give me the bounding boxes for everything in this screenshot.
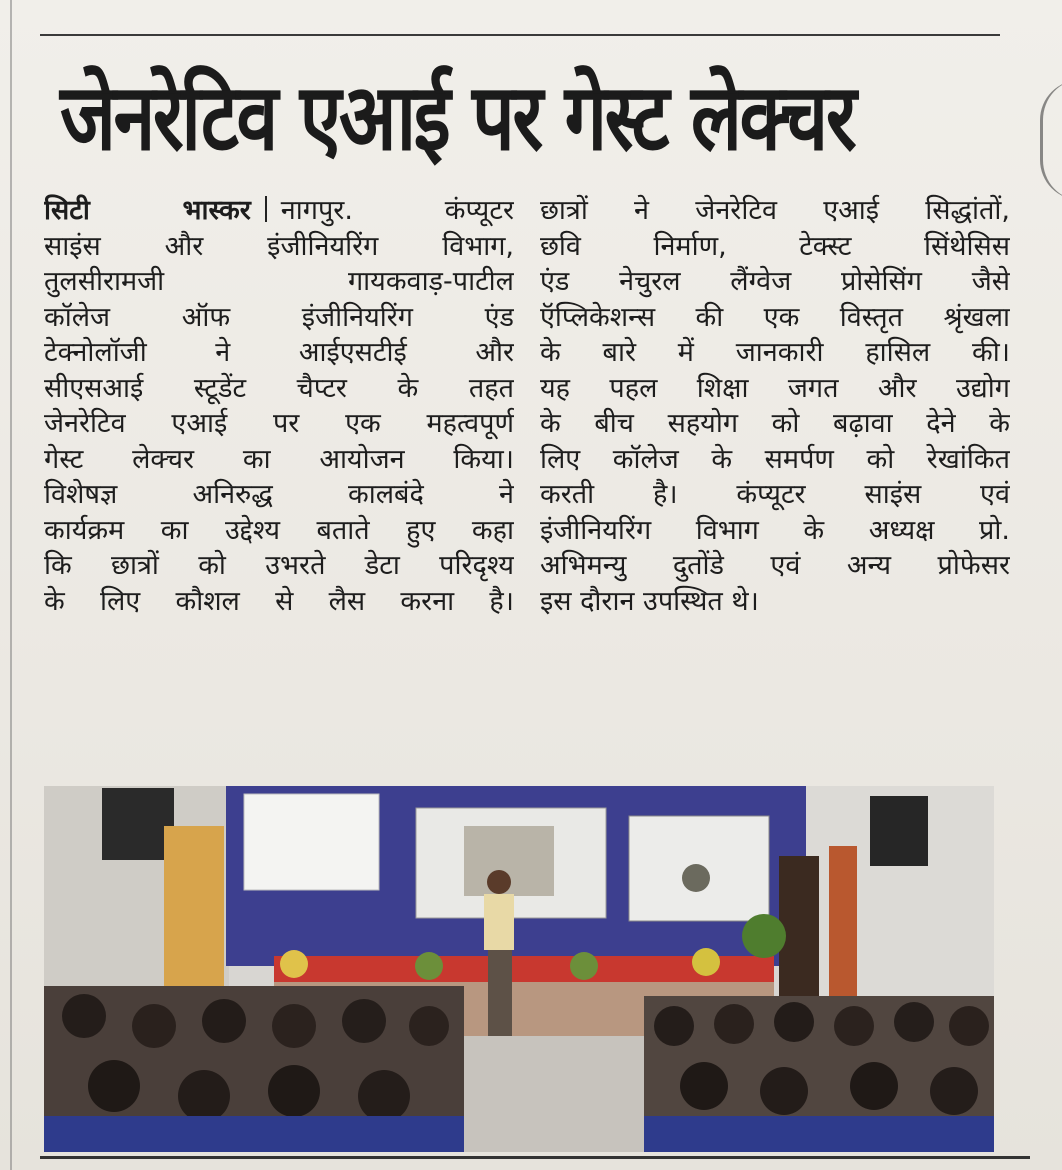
audience-head xyxy=(850,1062,898,1110)
audience-head xyxy=(88,1060,140,1112)
audience-head xyxy=(358,1070,410,1122)
text-line: लिए कॉलेज के समर्पण को रेखांकित xyxy=(540,443,1010,475)
text-line: ऍप्लिकेशन्स की एक विस्तृत श्रृंखला xyxy=(540,301,1010,333)
byline-separator xyxy=(265,196,267,222)
audience-head xyxy=(342,999,386,1043)
text-line: के बीच सहयोग को बढ़ावा देने के xyxy=(540,408,1010,439)
text-line: जेनरेटिव एआई पर एक महत्वपूर्ण xyxy=(44,408,514,439)
text-line: गेस्ट लेक्चर का आयोजन किया। xyxy=(44,443,514,475)
curtain-left xyxy=(164,826,224,1006)
byline-line xyxy=(44,193,514,229)
chair-row xyxy=(44,1116,464,1152)
headline: जेनरेटिव एआई पर गेस्ट लेक्चर xyxy=(60,64,855,171)
speaker-legs xyxy=(488,950,512,1046)
text-line: सीएसआई स्टूडेंट चैप्टर के तहत xyxy=(44,372,514,404)
adjacent-article-edge xyxy=(1040,80,1062,200)
text-line: इंजीनियरिंग विभाग के अध्यक्ष प्रो. xyxy=(540,514,1010,546)
audience-head xyxy=(202,999,246,1043)
audience-head xyxy=(894,1002,934,1042)
dateline: नागपुर. कंप्यूटर xyxy=(280,195,514,226)
audience-head xyxy=(409,1006,449,1046)
slide-logo xyxy=(682,864,710,892)
audience-head xyxy=(268,1065,320,1117)
audience-head xyxy=(132,1004,176,1048)
text-line: कॉलेज ऑफ इंजीनियरिंग एंड xyxy=(44,301,514,333)
speaker-head xyxy=(487,870,511,894)
text-line: अभिमन्यु दुतोंडे एवं अन्य प्रोफेसर xyxy=(540,550,1010,581)
text-line: विशेषज्ञ अनिरुद्ध कालबंदे ने xyxy=(44,479,514,510)
speaker-body xyxy=(484,894,514,950)
text-line: के बारे में जानकारी हासिल की। xyxy=(540,337,1010,368)
audience-head xyxy=(930,1067,978,1115)
text-line: एंड नेचुरल लैंग्वेज प्रोसेसिंग जैसे xyxy=(540,266,1010,297)
flower-decoration xyxy=(415,952,443,980)
bottom-rule xyxy=(40,1156,1030,1159)
byline: सिटी भास्कर xyxy=(44,195,251,226)
text-line: इस दौरान उपस्थित थे। xyxy=(540,585,759,617)
article-column-right xyxy=(540,193,1010,619)
audience-head xyxy=(178,1070,230,1122)
text-line: करती है। कंप्यूटर साइंस एवं xyxy=(540,479,1010,510)
chair-row xyxy=(644,1116,994,1152)
loudspeaker-right xyxy=(870,796,928,866)
flower-decoration xyxy=(570,952,598,980)
text-line: तुलसीरामजी गायकवाड़-पाटील xyxy=(44,266,514,297)
audience-head xyxy=(760,1067,808,1115)
text-line: कार्यक्रम का उद्देश्य बताते हुए कहा xyxy=(44,514,514,546)
text-line: छात्रों ने जेनरेटिव एआई सिद्धांतों, xyxy=(540,195,1010,226)
lecture-hall-photo xyxy=(44,786,994,1152)
audience-head xyxy=(949,1006,989,1046)
fold-line xyxy=(10,0,12,1170)
audience-head xyxy=(654,1006,694,1046)
plant xyxy=(742,914,786,958)
text-line: साइंस और इंजीनियरिंग विभाग, xyxy=(44,230,514,262)
text-line: यह पहल शिक्षा जगत और उद्योग xyxy=(540,372,1010,404)
flower-decoration xyxy=(280,950,308,978)
flower-decoration xyxy=(692,948,720,976)
top-rule xyxy=(40,34,1000,36)
projection-screen-left xyxy=(244,794,379,890)
loudspeaker-left xyxy=(102,788,174,860)
audience-head xyxy=(62,994,106,1038)
audience-head xyxy=(680,1062,728,1110)
article-column-left xyxy=(44,193,514,619)
text-line: छवि निर्माण, टेक्स्ट सिंथेसिस xyxy=(540,230,1010,262)
audience-head xyxy=(834,1006,874,1046)
audience-head xyxy=(714,1004,754,1044)
text-line: के लिए कौशल से लैस करना है। xyxy=(44,585,514,617)
text-line: कि छात्रों को उभरते डेटा परिदृश्य xyxy=(44,550,514,581)
audience-head xyxy=(774,1002,814,1042)
text-line: टेक्नोलॉजी ने आईएसटीई और xyxy=(44,337,514,368)
audience-head xyxy=(272,1004,316,1048)
